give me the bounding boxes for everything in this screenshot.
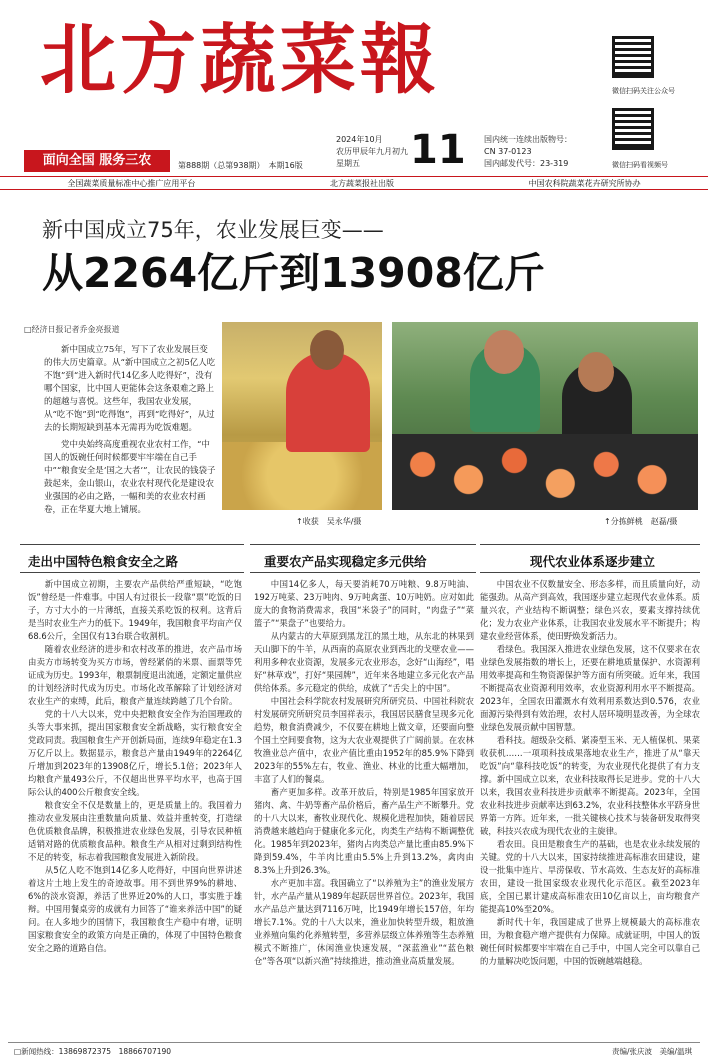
column-modern: [480, 578, 700, 1040]
editors-note: [44, 344, 216, 521]
body-paragraph: 从内蒙古的大草原到黑龙江的黑土地，从东北的林果到天山脚下的牛羊，从西南的高原农业到西北的戈壁农业——利用多种农业资源，发展多元农业形态，念好“山海经”，唱好“林草戏”，打好“果园牌”，近年来各地建立多元化农产品供给体系。多元稳定的供给，成就了“舌尖上的中国”。: [254, 631, 474, 693]
date-line-2: 农历甲辰年九月初九: [336, 147, 408, 156]
photo1-caption: ↑收获 吴永华/摄: [296, 517, 362, 526]
masthead-footer-bar: [0, 176, 708, 190]
date-block: [336, 134, 408, 170]
article-byline: □经济日报记者乔金亮报道: [24, 325, 120, 334]
column-grain: [28, 578, 242, 1040]
woman-head: [484, 330, 524, 374]
section-heading-grain: 走出中国特色粮食安全之路: [28, 554, 179, 569]
publication-codes: [484, 134, 572, 170]
man-head: [578, 352, 614, 392]
body-paragraph: 看科技。超级杂交稻、紧凑型玉米、无人植保机、果菜收获机……一项项科技成果落地农业生产，推进了从“靠天吃饭”向“靠科技吃饭”的转变，为农业现代化提供了有力支撑。新中国成立以来，农业科技取得长足进步。党的十八大以来，我国农业科技进步贡献率不断提高。2023年，全国农业科技进步贡献率达到63.2%，农业科技整体水平跻身世界第一方阵。近年来，一批关键核心技术与装备研发取得突破，科技兴农成为现代农业的主旋律。: [480, 735, 700, 836]
qr1-caption: 微信扫码关注公众号: [612, 87, 675, 95]
article-headline: 从2264亿斤到13908亿斤: [42, 249, 545, 297]
section-rule: [250, 544, 476, 545]
qr2-caption: 微信扫码看视频号: [612, 161, 668, 169]
column-supply: [254, 578, 474, 1040]
wechat-qr-icon: [612, 36, 654, 78]
editors-note-paragraph: 新中国成立75年，写下了农业发展巨变的伟大历史篇章。从“新中国成立之初5亿人吃不饱”到“进入新时代14亿多人吃得好”，没有哪个国家，比中国人更能体会这条艰难之路上的超越与喜悦。这些年，我国农业发展，从“吃不饱”到“吃得饱”，再到“吃得好”，从过去的长期短缺到基本无需再为吃饭难题。: [44, 345, 216, 433]
news-hotline: □新闻热线：13869872375 18866707190: [14, 1047, 172, 1056]
body-paragraph: 从5亿人吃不饱到14亿多人吃得好，中国向世界讲述着这片土地上发生的奇迹故事。用不到世界9%的耕地、6%的淡水资源，养活了世界近20%的人口，事实胜于雄辩。中国用餐桌旁的成就有力回答了“谁来养活中国”的疑问。在人多地少的国情下，我国粮食生产稳中有增，证明国家粮食安全的政策方向是正确的，体现了中国特色粮食安全之路的道路自信。: [28, 865, 242, 953]
body-paragraph: 畜产更加多样。改革开放后，特别是1985年国家放开猪肉、禽、牛奶等畜产品价格后，畜产品生产不断攀升。党的十八大以来，畜牧业现代化、规模化进程加快，随着居民消费越来越趋向于健康化多元化，肉类生产结构不断调整优化。1985年到2023年，猪肉占肉类总产量比重由85.9%下降到59.4%，牛羊肉比重由5.5%上升到13.2%，禽肉由8.3%上升到26.3%。: [254, 787, 474, 875]
harvest-photo: [222, 322, 382, 510]
body-paragraph: 新时代十年，我国建成了世界上规模最大的高标准农田，为粮食稳产增产提供有力保障。成就证明，中国人的饭碗任何时候都要牢牢端在自己手中，中国人完全可以靠自己的力量解决吃饭问题，中国的饭碗越端越稳。: [480, 917, 700, 966]
body-paragraph: 看绿色。我国深入推进农业绿色发展，这不仅要求在农业绿色发展指数的增长上，还要在耕地质量保护、水资源利用效率提高和生物资源保护等方面有所突破。近年来，我国不断提高农业资源利用效率，农业资源利用水平不断提高。2023年，全国农田灌溉水有效利用系数达到0.576，农业面源污染得到有效治理，农村人居环境明显改善，为全球农业绿色发展贡献中国智慧。: [480, 644, 700, 732]
video-qr-icon: [612, 108, 654, 150]
body-paragraph: 水产更加丰富。我国确立了“以养殖为主”的渔业发展方针，水产品产量从1989年起跃居世界首位。2023年，我国水产品总产量达到7116万吨，比1949年增长157倍，年均增长7.1%。党的十八大以来，渔业加快转型升级，粗放渔业养殖向集约化养殖转型，多营养层级立体养殖等生态养殖模式不断推广，休闲渔业快速发展，“深蓝渔业”“蓝色粮仓”等各项“以新兴渔”持续推进，推动渔业高质量发展。: [254, 878, 474, 966]
photo2-caption: ↑分拣鲜桃 赵磊/摄: [604, 517, 678, 526]
body-paragraph: 中国社会科学院农村发展研究所研究员、中国社科院农村发展研究所研究员李国祥表示，我国居民膳食呈现多元化趋势，粮食消费减少，不仅要在耕地上做文章，还要面向整个国土空间要食物，这为大农业观提供了广阔前景。在农林牧渔业总产值中，农业产值比重由1952年的85.9%下降到2023年的55%左右，牧业、渔业、林业的比重大幅增加，丰富了人们的餐桌。: [254, 696, 474, 784]
body-paragraph: 中国14亿多人，每天要消耗70万吨粮、9.8万吨油、192万吨菜、23万吨肉、9万吨禽蛋、10万吨奶。应对如此庞大的食物消费需求，我国“米袋子”的同时，“肉盘子”“菜篮子”“果盘子”也要给力。: [254, 579, 474, 628]
section-rule: [480, 544, 700, 545]
bottom-rule: [8, 1042, 700, 1043]
masthead-slogan: 面向全国 服务三农: [24, 150, 170, 172]
date-line-1: 2024年10月: [336, 135, 383, 144]
peach-crates: [392, 434, 698, 510]
section-rule: [20, 572, 244, 573]
body-paragraph: 新中国成立初期，主要农产品供给严重短缺，“吃饱饭”曾经是一件难事。中国人有过很长一段靠“票”吃饭的日子，方寸大小的一片薄纸，直接关系吃饭的权利。这背后是当时农业生产力的低下。1949年，我国粮食平均亩产仅68.6公斤，全国仅有13台联合收割机。: [28, 579, 242, 641]
farmer-head: [310, 330, 344, 370]
section-heading-modern: 现代农业体系逐步建立: [530, 554, 656, 569]
section-rule: [250, 572, 476, 573]
body-paragraph: 党的十八大以来，党中央把粮食安全作为治国理政的头等大事来抓，提出国家粮食安全新战略，实行粮食安全党政同责。我国粮食生产开创新局面，连续9年稳定在1.3万亿斤以上。数据显示，粮食总产量由1949年的2264亿斤增加到2023年的13908亿斤，增长5.1倍；2023年人均粮食产量493公斤，不仅超出世界平均水平，也高于国际公认的400公斤粮食安全线。: [28, 709, 242, 797]
editors-note-paragraph: 党中央始终高度重视农业农村工作，“中国人的饭碗任何时候都要牢牢端在自己手中”“粮食安全是‘国之大者’”，让农民的钱袋子鼓起来，金山银山，农业农村现代化是建设农业强国的必由之路，一幅和美的农业农村画卷，正在华夏大地上铺展。: [44, 440, 216, 515]
body-paragraph: 看农田。良田是粮食生产的基础，也是农业永续发展的关键。党的十八大以来，国家持续推进高标准农田建设，建设一批集中连片、旱涝保收、节水高效、生态友好的高标准农田，建设一批国家级农业现代化示范区。截至2023年底，全国已累计建成高标准农田10亿亩以上，亩均粮食产能提高10%至20%。: [480, 839, 700, 914]
article-kicker: 新中国成立75年，农业发展巨变——: [42, 218, 384, 242]
body-paragraph: 中国农业不仅数量安全、形态多样，而且质量向好，动能强劲。从高产到高效，我国逐步建立起现代农业体系。质量兴农，产业结构不断调整；绿色兴农，要素支撑持续优化；发力农业产业体系，让我国农业发展水平不断提升；构建农业经营体系，使田野焕发新活力。: [480, 579, 700, 641]
page-number: 11: [410, 127, 466, 173]
body-paragraph: 随着农业经济的进步和农村改革的推进，农产品市场由卖方市场转变为买方市场，曾经紧俏的米票、面票等凭证成为历史。1993年，粮票制度退出流通，定额定量供应的计划经济时代成为历史。市场化改革解除了计划经济对农业生产的束缚，此后，粮食产量连续跨越了几个台阶。: [28, 644, 242, 706]
body-paragraph: 粮食安全不仅是数量上的，更是质量上的。我国着力推动农业发展由注重数量向质量、效益并重转变，打造绿色优质粮食品牌，积极推进农业绿色发展，引导农民种植适销对路的优质粮食品种。粮食生产从相对过剩到结构性不足的转变，标志着我国粮食发展进入新阶段。: [28, 800, 242, 862]
grain-pile: [222, 442, 382, 510]
section-rule: [20, 544, 244, 545]
peach-sorting-photo: [392, 322, 698, 510]
cn-line-3: 国内邮发代号：23-319: [484, 159, 569, 168]
cn-line-1: 国内统一连续出版物号：: [484, 135, 572, 144]
issue-numbers: 第888期（总第938期） 本期16版: [178, 161, 303, 170]
section-heading-supply: 重要农产品实现稳定多元供给: [264, 554, 427, 569]
footer-item: 北方蔬菜报社出版: [329, 178, 394, 188]
editor-credits: 责编/张庆波 美编/温琪: [612, 1047, 693, 1056]
footer-item: 中国农科院蔬菜花卉研究所协办: [528, 178, 641, 188]
date-line-3: 星期五: [336, 159, 360, 168]
section-rule: [480, 572, 700, 573]
cn-line-2: CN 37-0123: [484, 147, 532, 156]
masthead-title: 北方蔬菜報: [40, 15, 440, 104]
footer-item: 全国蔬菜质量标准中心推广应用平台: [67, 178, 196, 188]
